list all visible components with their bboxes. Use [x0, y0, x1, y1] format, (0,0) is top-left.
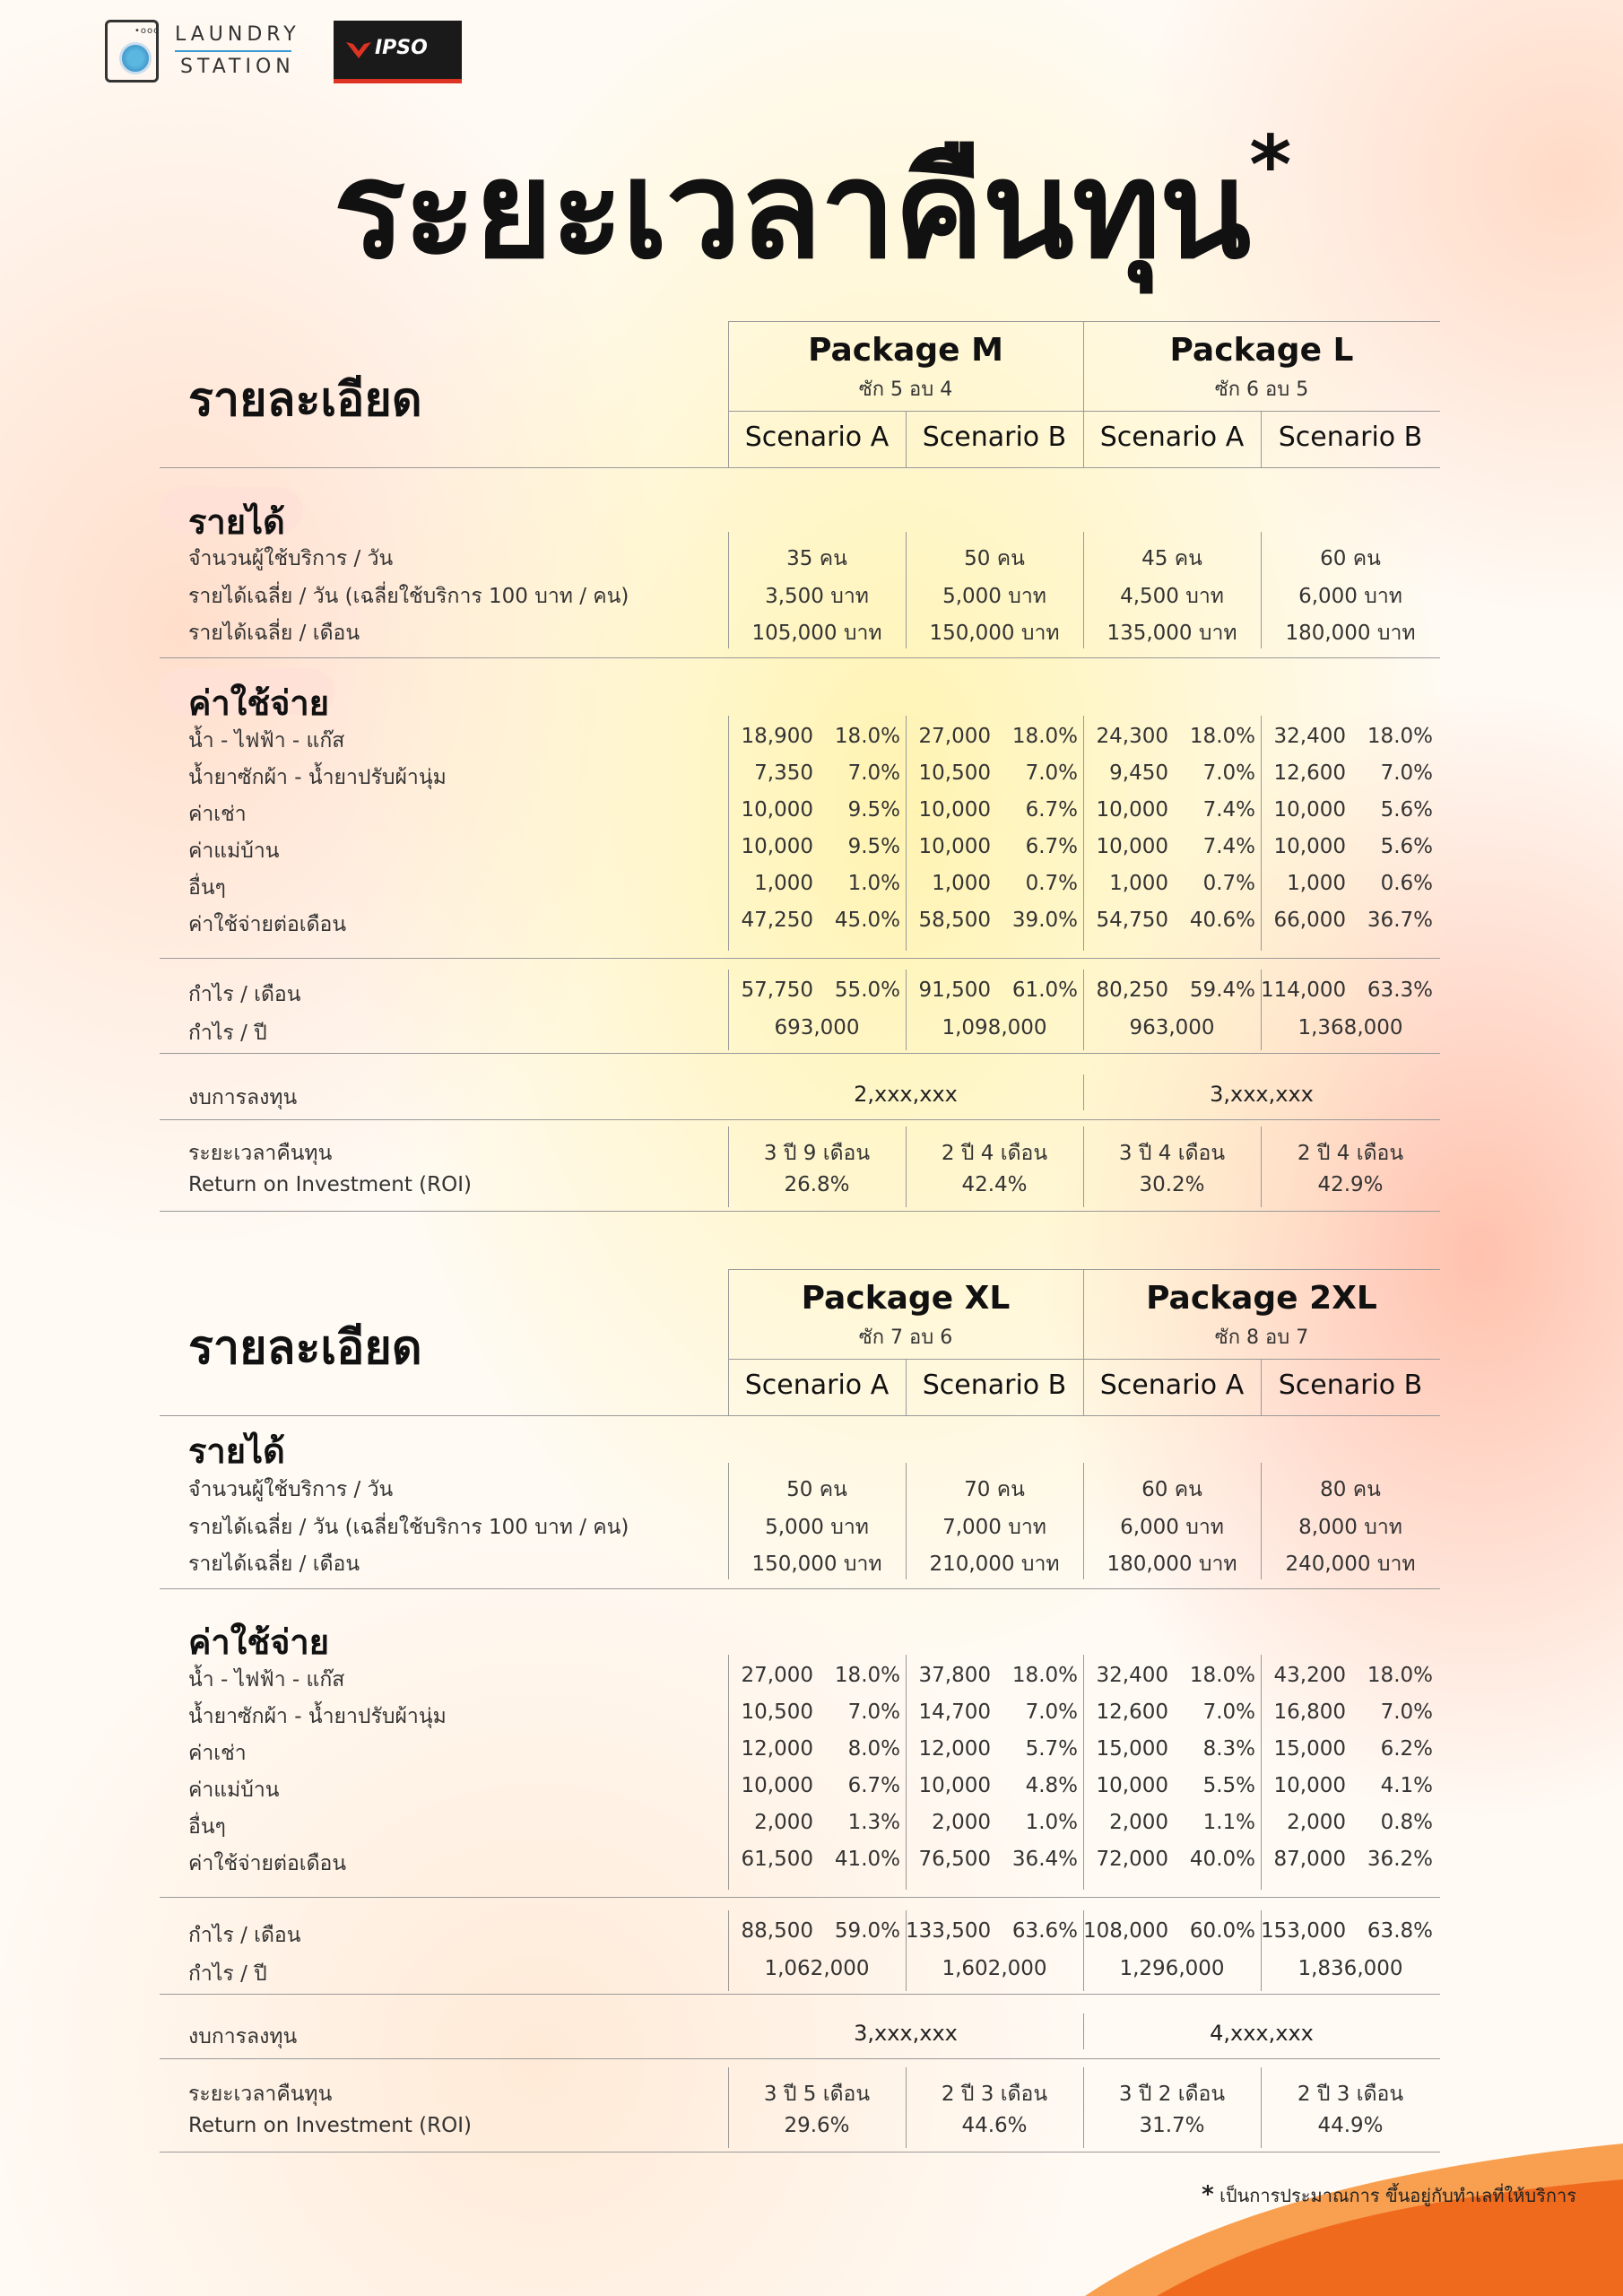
expense-percent: 18.0%: [1367, 725, 1433, 748]
profit-month-amount: 133,500: [906, 1919, 992, 1943]
roi-value: 31.7%: [1139, 2114, 1205, 2137]
income-row-label: รายได้เฉลี่ย / วัน (เฉลี่ยใช้บริการ 100 บาท / คน): [188, 585, 629, 608]
income-value: 5,000 บาท: [942, 585, 1046, 608]
income-value: 70 คน: [964, 1478, 1025, 1501]
expense-amount: 2,000: [754, 1811, 813, 1834]
expense-amount: 37,800: [918, 1664, 991, 1687]
expense-amount: 1,000: [1287, 872, 1346, 895]
divider-line: [160, 1053, 1440, 1054]
expense-percent: 9.5%: [847, 798, 900, 822]
income-value: 35 คน: [786, 547, 847, 570]
income-row-label: จำนวนผู้ใช้บริการ / วัน: [188, 547, 394, 570]
ipso-logo: [334, 21, 462, 83]
scenario-header: Scenario B: [1278, 422, 1423, 453]
income-row-label: จำนวนผู้ใช้บริการ / วัน: [188, 1478, 394, 1501]
income-value: 3,500 บาท: [765, 585, 869, 608]
expense-amount: 10,000: [918, 835, 991, 858]
profit-year-value: 693,000: [774, 1016, 860, 1039]
scenario-header: Scenario B: [922, 422, 1067, 453]
expense-amount: 10,500: [918, 761, 991, 785]
footnote: * เป็นการประมาณการ ขึ้นอยู่กับทำเลที่ให้บริการ: [1202, 2181, 1576, 2208]
income-value: 4,500 บาท: [1120, 585, 1224, 608]
profit-month-amount: 57,750: [741, 978, 813, 1002]
scenario-header: Scenario A: [1099, 1370, 1245, 1401]
expense-amount: 10,500: [741, 1700, 813, 1724]
income-value: 150,000 บาท: [929, 622, 1060, 645]
expense-amount: 10,000: [1273, 835, 1346, 858]
payback-value: 3 ปี 9 เดือน: [763, 1142, 871, 1165]
expense-row-label: น้ำยาซักผ้า - น้ำยาปรับผ้านุ่ม: [188, 766, 447, 789]
profit-year-value: 1,062,000: [764, 1957, 870, 1980]
section-package-xl-2xl: [160, 1269, 1440, 2157]
profit-year-value: 1,098,000: [942, 1016, 1047, 1039]
expense-percent: 7.0%: [1025, 1700, 1078, 1724]
income-row-label: รายได้เฉลี่ย / วัน (เฉลี่ยใช้บริการ 100 บาท / คน): [188, 1516, 629, 1539]
expense-amount: 1,000: [754, 872, 813, 895]
profit-month-amount: 80,250: [1096, 978, 1168, 1002]
expense-amount: 58,500: [918, 909, 991, 932]
income-value: 8,000 บาท: [1298, 1516, 1402, 1539]
ipso-wing-icon: [346, 39, 371, 62]
payback-value: 3 ปี 4 เดือน: [1118, 1142, 1226, 1165]
payback-value: 2 ปี 4 เดือน: [941, 1142, 1048, 1165]
roi-value: 29.6%: [784, 2114, 850, 2137]
expense-row-label: ค่าแม่บ้าน: [188, 839, 280, 863]
profit-month-amount: 114,000: [1261, 978, 1347, 1002]
scenario-header: Scenario A: [1099, 422, 1245, 453]
divider-line: [160, 657, 1440, 658]
page-title: ระยะเวลาคืนทุน*: [333, 118, 1290, 289]
expense-amount: 15,000: [1096, 1737, 1168, 1761]
budget-value: 3,xxx,xxx: [854, 2021, 958, 2046]
income-value: 240,000 บาท: [1285, 1552, 1416, 1576]
expense-percent: 9.5%: [847, 835, 900, 858]
income-value: 135,000 บาท: [1107, 622, 1237, 645]
income-heading: รายได้: [188, 1431, 285, 1471]
roi-value: 26.8%: [784, 1173, 850, 1196]
divider-line: [728, 321, 1440, 322]
package-name: Package XL: [801, 1280, 1011, 1317]
expense-percent: 6.7%: [1025, 835, 1078, 858]
expense-percent: 0.7%: [1025, 872, 1078, 895]
scenario-header: Scenario A: [744, 1370, 890, 1401]
budget-label: งบการลงทุน: [188, 1086, 298, 1109]
expense-row-label: อื่นๆ: [188, 876, 226, 900]
expense-percent: 1.1%: [1202, 1811, 1255, 1834]
expense-amount: 27,000: [741, 1664, 813, 1687]
expense-percent: 7.0%: [847, 761, 900, 785]
profit-month-percent: 55.0%: [834, 978, 900, 1002]
expense-percent: 0.6%: [1380, 872, 1433, 895]
expense-amount: 16,800: [1273, 1700, 1346, 1724]
expense-row-label: ค่าเช่า: [188, 803, 247, 826]
logo-text-laundry: LAUNDRY: [175, 23, 300, 46]
expense-amount: 10,000: [1096, 835, 1168, 858]
expense-amount: 12,600: [1096, 1700, 1168, 1724]
expense-amount: 2,000: [1109, 1811, 1168, 1834]
expense-amount: 32,400: [1096, 1664, 1168, 1687]
expense-percent: 7.0%: [1025, 761, 1078, 785]
header-label: รายละเอียด: [188, 373, 422, 427]
expense-percent: 5.7%: [1025, 1737, 1078, 1761]
income-value: 50 คน: [786, 1478, 847, 1501]
expense-amount: 14,700: [918, 1700, 991, 1724]
roi-value: 44.6%: [961, 2114, 1028, 2137]
payback-value: 2 ปี 3 เดือน: [941, 2083, 1048, 2106]
profit-month-percent: 59.4%: [1189, 978, 1255, 1002]
income-value: 180,000 บาท: [1285, 622, 1416, 645]
laundry-station-logo: [105, 18, 302, 90]
expense-percent: 18.0%: [1189, 1664, 1255, 1687]
budget-value: 2,xxx,xxx: [854, 1082, 958, 1107]
expense-percent: 7.4%: [1202, 798, 1255, 822]
expense-percent: 6.2%: [1380, 1737, 1433, 1761]
package-spec: ซัก 5 อบ 4: [858, 378, 953, 401]
profit-month-percent: 63.8%: [1367, 1919, 1433, 1943]
expense-percent: 18.0%: [1011, 1664, 1078, 1687]
income-heading: รายได้: [188, 502, 285, 542]
expense-amount: 1,000: [932, 872, 991, 895]
income-value: 6,000 บาท: [1120, 1516, 1224, 1539]
expense-percent: 18.0%: [1189, 725, 1255, 748]
expense-amount: 10,000: [741, 798, 813, 822]
profit-month-percent: 59.0%: [834, 1919, 900, 1943]
payback-label: ระยะเวลาคืนทุน: [188, 2083, 333, 2106]
package-name: Package 2XL: [1146, 1280, 1377, 1317]
expense-amount: 1,000: [1109, 872, 1168, 895]
expense-amount: 27,000: [918, 725, 991, 748]
expense-row-label: อื่นๆ: [188, 1815, 226, 1839]
expense-percent: 41.0%: [834, 1848, 900, 1871]
profit-month-percent: 61.0%: [1011, 978, 1078, 1002]
payback-value: 3 ปี 2 เดือน: [1118, 2083, 1226, 2106]
profit-month-percent: 63.6%: [1011, 1919, 1078, 1943]
expense-amount: 7,350: [754, 761, 813, 785]
expense-row-label: ค่าแม่บ้าน: [188, 1779, 280, 1802]
expense-percent: 4.8%: [1025, 1774, 1078, 1797]
expense-percent: 6.7%: [1025, 798, 1078, 822]
income-value: 5,000 บาท: [765, 1516, 869, 1539]
scenario-header: Scenario A: [744, 422, 890, 453]
expense-amount: 12,600: [1273, 761, 1346, 785]
divider-line: [160, 2058, 1440, 2059]
divider-line: [160, 1415, 1440, 1416]
divider-line: [160, 1994, 1440, 1995]
expense-amount: 10,000: [1273, 798, 1346, 822]
divider-line: [728, 411, 1440, 412]
income-value: 60 คน: [1320, 547, 1381, 570]
expense-amount: 10,000: [918, 1774, 991, 1797]
expense-percent: 1.3%: [847, 1811, 900, 1834]
package-spec: ซัก 7 อบ 6: [858, 1326, 953, 1349]
profit-year-value: 963,000: [1129, 1016, 1215, 1039]
profit-month-label: กำไร / เดือน: [188, 983, 301, 1006]
expense-amount: 18,900: [741, 725, 813, 748]
divider-line: [160, 1897, 1440, 1898]
roi-label: Return on Investment (ROI): [188, 2114, 472, 2137]
expense-amount: 76,500: [918, 1848, 991, 1871]
budget-label: งบการลงทุน: [188, 2025, 298, 2048]
roi-value: 42.9%: [1317, 1173, 1384, 1196]
expense-amount: 10,000: [741, 1774, 813, 1797]
logo-text-station: STATION: [180, 56, 295, 78]
profit-year-label: กำไร / ปี: [188, 1022, 267, 1045]
expense-percent: 7.0%: [847, 1700, 900, 1724]
expense-amount: 10,000: [1096, 1774, 1168, 1797]
expense-amount: 12,000: [918, 1737, 991, 1761]
payback-value: 2 ปี 4 เดือน: [1297, 1142, 1404, 1165]
profit-year-value: 1,836,000: [1298, 1957, 1403, 1980]
washer-icon: •ooo: [105, 20, 159, 83]
expense-percent: 7.0%: [1380, 1700, 1433, 1724]
package-spec: ซัก 6 อบ 5: [1214, 378, 1309, 401]
budget-value: 3,xxx,xxx: [1210, 1082, 1314, 1107]
profit-month-label: กำไร / เดือน: [188, 1924, 301, 1947]
expense-percent: 18.0%: [1011, 725, 1078, 748]
expense-percent: 5.6%: [1380, 798, 1433, 822]
profit-month-amount: 91,500: [918, 978, 991, 1002]
expense-percent: 5.6%: [1380, 835, 1433, 858]
income-value: 6,000 บาท: [1298, 585, 1402, 608]
expense-row-label: น้ำยาซักผ้า - น้ำยาปรับผ้านุ่ม: [188, 1705, 447, 1728]
expense-percent: 0.8%: [1380, 1811, 1433, 1834]
expense-amount: 2,000: [932, 1811, 991, 1834]
expense-amount: 10,000: [1273, 1774, 1346, 1797]
income-value: 150,000 บาท: [751, 1552, 882, 1576]
roi-label: Return on Investment (ROI): [188, 1173, 472, 1196]
profit-month-amount: 153,000: [1261, 1919, 1347, 1943]
income-value: 105,000 บาท: [751, 622, 882, 645]
roi-value: 30.2%: [1139, 1173, 1205, 1196]
expense-percent: 40.6%: [1189, 909, 1255, 932]
profit-year-value: 1,368,000: [1298, 1016, 1403, 1039]
divider-line: [160, 1211, 1440, 1212]
expense-amount: 72,000: [1096, 1848, 1168, 1871]
income-row-label: รายได้เฉลี่ย / เดือน: [188, 1552, 360, 1576]
profit-year-value: 1,602,000: [942, 1957, 1047, 1980]
expense-percent: 8.3%: [1202, 1737, 1255, 1761]
expense-percent: 7.0%: [1202, 1700, 1255, 1724]
expense-percent: 4.1%: [1380, 1774, 1433, 1797]
expense-percent: 7.0%: [1202, 761, 1255, 785]
expense-percent: 39.0%: [1011, 909, 1078, 932]
expense-amount: 24,300: [1096, 725, 1168, 748]
divider-line: [160, 467, 1440, 468]
income-value: 60 คน: [1141, 1478, 1202, 1501]
expense-amount: 32,400: [1273, 725, 1346, 748]
expense-row-label: ค่าเช่า: [188, 1742, 247, 1765]
expense-percent: 18.0%: [834, 1664, 900, 1687]
expense-percent: 36.4%: [1011, 1848, 1078, 1871]
package-spec: ซัก 8 อบ 7: [1214, 1326, 1309, 1349]
divider-line: [728, 1269, 1440, 1270]
expense-row-label: น้ำ - ไฟฟ้า - แก๊ส: [188, 729, 345, 752]
scenario-header: Scenario B: [922, 1370, 1067, 1401]
divider-line: [160, 1119, 1440, 1120]
scenario-header: Scenario B: [1278, 1370, 1423, 1401]
section-package-m-l: [160, 321, 1440, 1213]
income-value: 50 คน: [964, 547, 1025, 570]
expense-amount: 2,000: [1287, 1811, 1346, 1834]
roi-value: 42.4%: [961, 1173, 1028, 1196]
profit-month-percent: 63.3%: [1367, 978, 1433, 1002]
expense-percent: 45.0%: [834, 909, 900, 932]
profit-year-value: 1,296,000: [1119, 1957, 1225, 1980]
expense-heading: ค่าใช้จ่าย: [188, 683, 329, 723]
header-label: รายละเอียด: [188, 1321, 422, 1375]
expense-percent: 0.7%: [1202, 872, 1255, 895]
payback-label: ระยะเวลาคืนทุน: [188, 1142, 333, 1165]
income-value: 210,000 บาท: [929, 1552, 1060, 1576]
expense-amount: 9,450: [1109, 761, 1168, 785]
profit-year-label: กำไร / ปี: [188, 1962, 267, 1986]
budget-value: 4,xxx,xxx: [1210, 2021, 1314, 2046]
profit-month-amount: 108,000: [1083, 1919, 1169, 1943]
expense-amount: 54,750: [1096, 909, 1168, 932]
roi-value: 44.9%: [1317, 2114, 1384, 2137]
expense-amount: 47,250: [741, 909, 813, 932]
expense-percent: 1.0%: [847, 872, 900, 895]
payback-value: 2 ปี 3 เดือน: [1297, 2083, 1404, 2106]
income-row-label: รายได้เฉลี่ย / เดือน: [188, 622, 360, 645]
expense-amount: 43,200: [1273, 1664, 1346, 1687]
expense-percent: 40.0%: [1189, 1848, 1255, 1871]
expense-percent: 5.5%: [1202, 1774, 1255, 1797]
expense-heading: ค่าใช้จ่าย: [188, 1622, 329, 1662]
expense-amount: 12,000: [741, 1737, 813, 1761]
expense-amount: 10,000: [1096, 798, 1168, 822]
profit-month-amount: 88,500: [741, 1919, 813, 1943]
profit-month-percent: 60.0%: [1189, 1919, 1255, 1943]
expense-amount: 10,000: [918, 798, 991, 822]
income-value: 180,000 บาท: [1107, 1552, 1237, 1576]
payback-value: 3 ปี 5 เดือน: [763, 2083, 871, 2106]
package-name: Package L: [1169, 332, 1354, 369]
expense-amount: 15,000: [1273, 1737, 1346, 1761]
package-name: Package M: [808, 332, 1003, 369]
expense-percent: 7.0%: [1380, 761, 1433, 785]
ipso-text: IPSO: [375, 37, 428, 59]
expense-percent: 18.0%: [834, 725, 900, 748]
expense-amount: 87,000: [1273, 1848, 1346, 1871]
expense-percent: 1.0%: [1025, 1811, 1078, 1834]
expense-percent: 36.2%: [1367, 1848, 1433, 1871]
expense-percent: 7.4%: [1202, 835, 1255, 858]
income-value: 45 คน: [1141, 547, 1202, 570]
expense-row-label: ค่าใช้จ่ายต่อเดือน: [188, 1852, 347, 1875]
expense-percent: 18.0%: [1367, 1664, 1433, 1687]
divider-line: [728, 1359, 1440, 1360]
expense-amount: 10,000: [741, 835, 813, 858]
expense-percent: 8.0%: [847, 1737, 900, 1761]
income-value: 7,000 บาท: [942, 1516, 1046, 1539]
divider-line: [160, 1588, 1440, 1589]
expense-amount: 61,500: [741, 1848, 813, 1871]
income-value: 80 คน: [1320, 1478, 1381, 1501]
expense-percent: 36.7%: [1367, 909, 1433, 932]
divider-line: [160, 958, 1440, 959]
expense-amount: 66,000: [1273, 909, 1346, 932]
expense-row-label: ค่าใช้จ่ายต่อเดือน: [188, 913, 347, 936]
expense-percent: 6.7%: [847, 1774, 900, 1797]
expense-row-label: น้ำ - ไฟฟ้า - แก๊ส: [188, 1668, 345, 1692]
